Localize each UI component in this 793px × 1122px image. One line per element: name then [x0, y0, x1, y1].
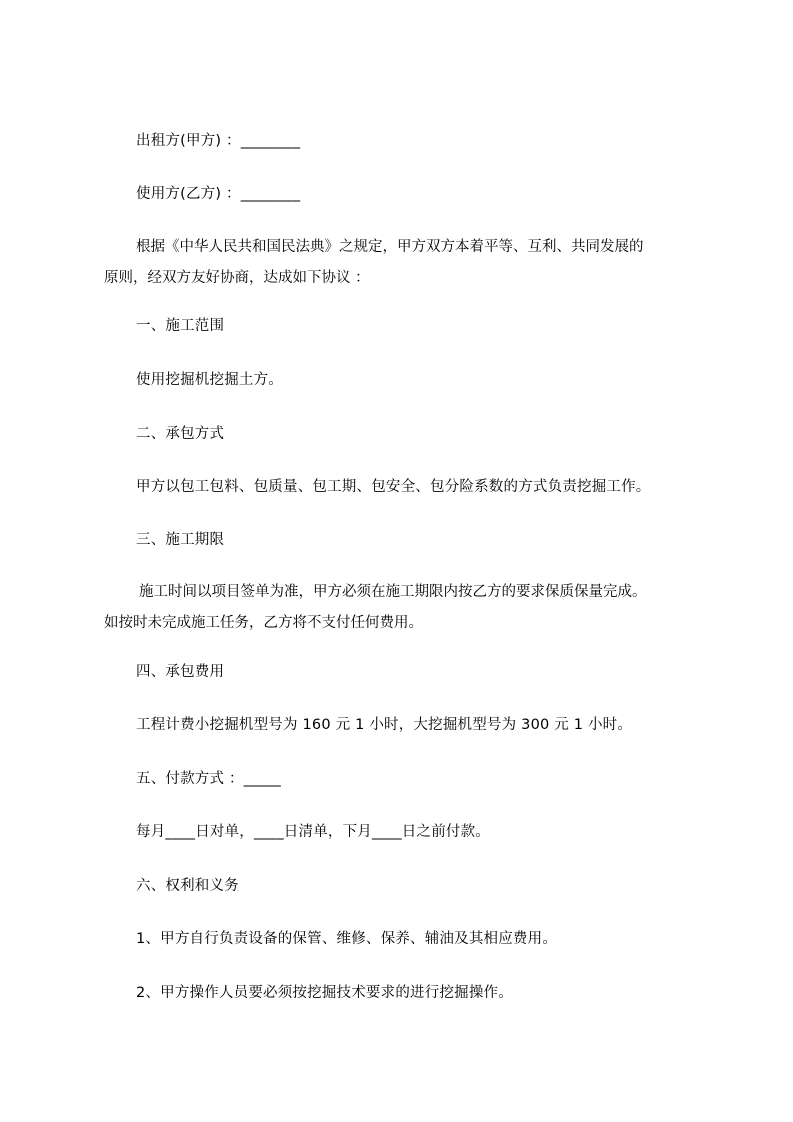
section-1-body: 使用挖掘机挖掘土方。	[136, 372, 283, 388]
section-4-heading: 四、承包费用	[136, 664, 225, 680]
lessor-line: 出租方(甲方) ：________	[136, 133, 301, 149]
section-4-body: 工程计费小挖掘机型号为 160 元 1 小时，大挖掘机型号为 300 元 1 小时。	[136, 717, 633, 733]
section-1-heading: 一、施工范围	[136, 318, 225, 334]
section-6-heading: 六、权利和义务	[136, 878, 239, 894]
section-2-body: 甲方以包工包料、包质量、包工期、包安全、包分险系数的方式负责挖掘工作。	[136, 479, 651, 495]
section-3-body-line-2: 如按时未完成施工任务，乙方将不支付任何费用。	[104, 615, 423, 631]
section-3-body-line-1: 施工时间以项目签单为准，甲方必须在施工期限内按乙方的要求保质保量完成。	[139, 584, 647, 600]
section-2-heading: 二、承包方式	[136, 426, 225, 442]
section-6-item-2: 2、甲方操作人员要必须按挖掘技术要求的进行挖掘操作。	[136, 985, 513, 1001]
section-3-heading: 三、施工期限	[136, 532, 225, 548]
section-5-heading: 五、付款方式 ：_____	[136, 771, 281, 787]
preamble-line-2: 原则，经双方友好协商，达成如下协议 ：	[104, 270, 370, 286]
preamble-paragraph	[104, 237, 704, 288]
section-3-body	[104, 582, 704, 633]
preamble-line-1: 根据《中华人民共和国民法典》之规定，甲方双方本着平等、互利、共同发展的	[136, 239, 644, 255]
section-6-item-1: 1、甲方自行负责设备的保管、维修、保养、辅油及其相应费用。	[136, 931, 558, 947]
section-5-body: 每月____日对单，____日清单，下月____日之前付款。	[136, 824, 490, 840]
user-line: 使用方(乙方) ：________	[136, 186, 301, 202]
